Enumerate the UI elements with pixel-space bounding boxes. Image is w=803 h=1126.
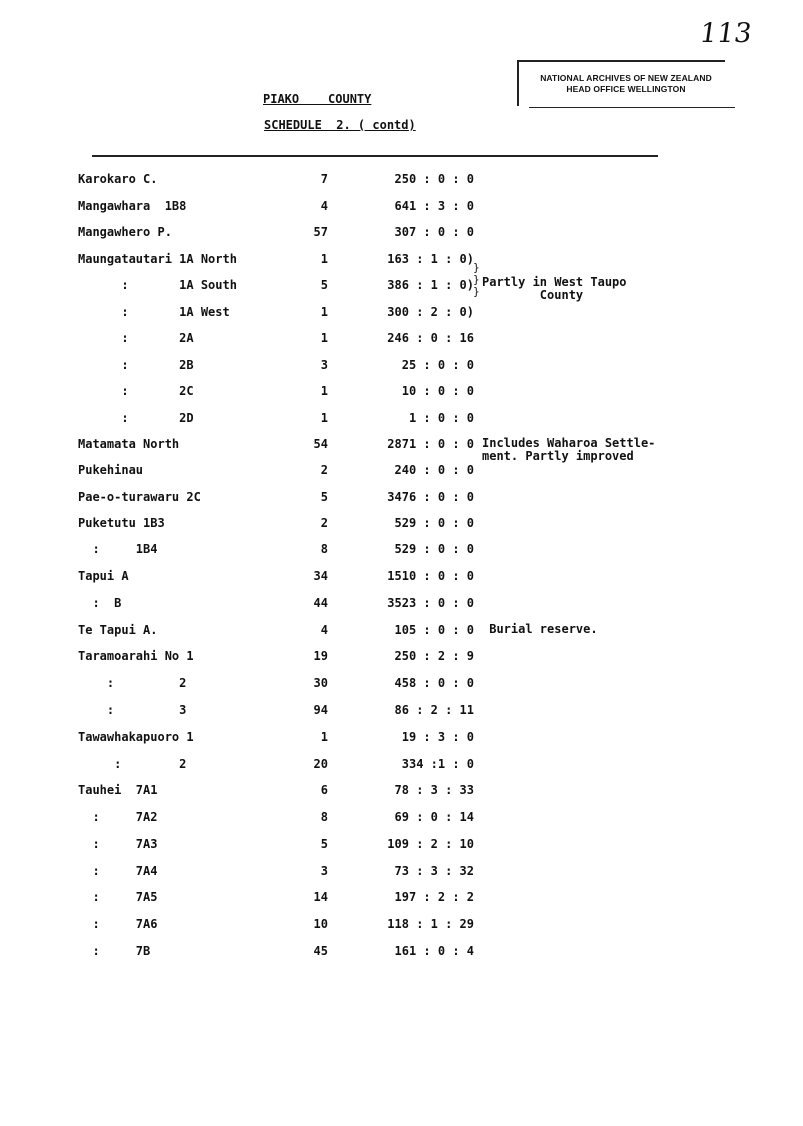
section-count: 14 [313, 890, 328, 904]
area-value: 109 : 2 : 10 [387, 837, 474, 851]
section-count: 1 [320, 252, 328, 266]
area-value: 1510 : 0 : 0 [387, 569, 474, 583]
block-name: : 7A4 [78, 864, 158, 878]
remarks: Includes Waharoa Settle- ment. Partly improved [482, 436, 656, 463]
section-count: 8 [320, 542, 328, 556]
section-count: 4 [320, 623, 328, 637]
area-value: 161 : 0 : 4 [394, 944, 474, 958]
block-name: : 7B [78, 944, 151, 958]
table-row [0, 384, 803, 400]
block-name: : 7A5 [78, 890, 158, 904]
area-value: 10 : 0 : 0 [401, 384, 474, 398]
area-value: 197 : 2 : 2 [394, 890, 474, 904]
area-value: 118 : 1 : 29 [387, 917, 474, 931]
section-count: 1 [320, 331, 328, 345]
table-row [0, 516, 803, 532]
area-value: 19 : 3 : 0 [401, 730, 474, 744]
block-name: Tauhei 7A1 [78, 783, 158, 797]
section-count: 3 [320, 358, 328, 372]
area-value: 307 : 0 : 0 [394, 225, 474, 239]
section-count: 44 [313, 596, 328, 610]
block-name: : 2C [78, 384, 194, 398]
section-count: 7 [320, 172, 328, 186]
area-value: 3523 : 0 : 0 [387, 596, 474, 610]
table-row [0, 436, 803, 463]
block-name: Taramoarahi No 1 [78, 649, 194, 663]
table-row [0, 542, 803, 558]
section-count: 45 [313, 944, 328, 958]
table-row [0, 890, 803, 906]
block-name: : B [78, 596, 122, 610]
block-name: Pae-o-turawaru 2C [78, 490, 201, 504]
section-count: 3 [320, 864, 328, 878]
area-value: 300 : 2 : 0) [387, 305, 474, 319]
block-name: Tawawhakapuoro 1 [78, 730, 194, 744]
table-row [0, 305, 803, 321]
schedule-title: SCHEDULE 2. ( contd) [264, 118, 416, 132]
area-value: 250 : 0 : 0 [394, 172, 474, 186]
table-row [0, 623, 803, 639]
section-count: 57 [313, 225, 328, 239]
section-count: 30 [313, 676, 328, 690]
block-name: Pukehinau [78, 463, 144, 477]
area-value: 3476 : 0 : 0 [387, 490, 474, 504]
section-count: 1 [320, 411, 328, 425]
area-value: 1 : 0 : 0 [408, 411, 474, 425]
block-name: : 2 [78, 757, 187, 771]
area-value: 78 : 3 : 33 [394, 783, 474, 797]
section-count: 1 [320, 384, 328, 398]
section-count: 19 [313, 649, 328, 663]
block-name: Puketutu 1B3 [78, 516, 165, 530]
block-name: Mangawhero P. [78, 225, 172, 239]
section-count: 94 [313, 703, 328, 717]
block-name: : 1A West [78, 305, 230, 319]
block-name: Te Tapui A. [78, 623, 158, 637]
table-row [0, 275, 803, 302]
section-count: 8 [320, 810, 328, 824]
block-name: Maungatautari 1A North [78, 252, 237, 266]
section-count: 54 [313, 437, 328, 451]
table-row [0, 837, 803, 853]
area-value: 105 : 0 : 0 [394, 623, 474, 637]
table-row [0, 463, 803, 479]
block-name: : 2 [78, 676, 187, 690]
table-row [0, 225, 803, 241]
area-value: 246 : 0 : 16 [387, 331, 474, 345]
area-value: 2871 : 0 : 0 [387, 437, 474, 451]
table-row [0, 783, 803, 799]
section-count: 34 [313, 569, 328, 583]
table-row [0, 411, 803, 427]
area-value: 458 : 0 : 0 [394, 676, 474, 690]
table-row [0, 252, 803, 268]
block-name: : 2B [78, 358, 194, 372]
archive-stamp [517, 60, 725, 106]
area-value: 25 : 0 : 0 [401, 358, 474, 372]
block-name: : 7A2 [78, 810, 158, 824]
table-row [0, 757, 803, 773]
block-name: : 1B4 [78, 542, 158, 556]
block-name: Matamata North [78, 437, 180, 451]
block-name: Karokaro C. [78, 172, 158, 186]
table-row [0, 331, 803, 347]
stamp-line-1: NATIONAL ARCHIVES OF NEW ZEALAND [540, 73, 712, 83]
section-count: 6 [320, 783, 328, 797]
area-value: 163 : 1 : 0) [387, 252, 474, 266]
section-count: 5 [320, 278, 328, 292]
block-name: : 2A [78, 331, 194, 345]
stamp-line-2: HEAD OFFICE WELLINGTON [566, 84, 686, 94]
section-count: 20 [313, 757, 328, 771]
section-count: 1 [320, 305, 328, 319]
area-value: 240 : 0 : 0 [394, 463, 474, 477]
area-value: 334 :1 : 0 [401, 757, 474, 771]
stamp-underline [529, 107, 735, 108]
section-count: 5 [320, 837, 328, 851]
block-name: : 7A6 [78, 917, 158, 931]
table-row [0, 730, 803, 746]
block-name: : 7A3 [78, 837, 158, 851]
area-value: 386 : 1 : 0) [387, 278, 474, 292]
table-row [0, 810, 803, 826]
header-rule [92, 155, 658, 157]
area-value: 529 : 0 : 0 [394, 542, 474, 556]
table-row [0, 864, 803, 880]
table-row [0, 172, 803, 188]
table-row [0, 199, 803, 215]
table-row [0, 596, 803, 612]
section-count: 2 [320, 516, 328, 530]
brace-marker: } } } [473, 261, 480, 298]
page-number: 113 [697, 18, 754, 49]
table-row [0, 490, 803, 506]
remarks: Partly in West Taupo County [482, 275, 627, 302]
table-row [0, 569, 803, 585]
table-row [0, 944, 803, 960]
section-count: 2 [320, 463, 328, 477]
block-name: : 3 [78, 703, 187, 717]
area-value: 641 : 3 : 0 [394, 199, 474, 213]
table-row [0, 676, 803, 692]
section-count: 4 [320, 199, 328, 213]
area-value: 250 : 2 : 9 [394, 649, 474, 663]
area-value: 73 : 3 : 32 [394, 864, 474, 878]
block-name: Tapui A [78, 569, 129, 583]
area-value: 69 : 0 : 14 [394, 810, 474, 824]
table-row [0, 703, 803, 719]
block-name: Mangawhara 1B8 [78, 199, 187, 213]
section-count: 5 [320, 490, 328, 504]
block-name: : 1A South [78, 278, 237, 292]
remarks: Burial reserve. [482, 622, 598, 636]
table-row [0, 917, 803, 933]
area-value: 86 : 2 : 11 [394, 703, 474, 717]
table-row [0, 358, 803, 374]
section-count: 1 [320, 730, 328, 744]
block-name: : 2D [78, 411, 194, 425]
section-count: 10 [313, 917, 328, 931]
table-row [0, 649, 803, 665]
area-value: 529 : 0 : 0 [394, 516, 474, 530]
county-title: PIAKO COUNTY [263, 92, 372, 106]
